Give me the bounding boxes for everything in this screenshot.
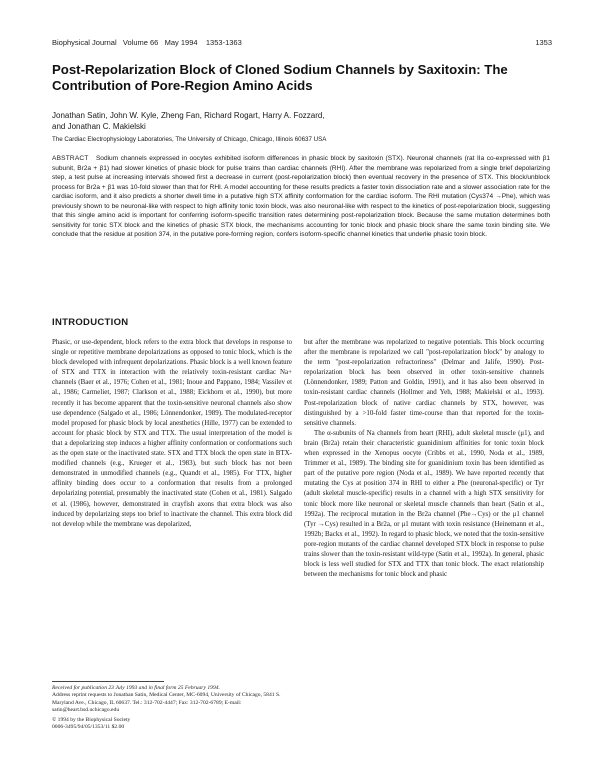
affiliation: The Cardiac Electrophysiology Laboratories, The University of Chicago, Chicago, Illinois 60637 USA bbox=[52, 136, 327, 143]
abstract-text: Sodium channels expressed in oocytes exhibited isoform differences in phasic block by saxitoxin (STX). Neuronal channels (rat IIa co-expressed with β1 subunit, Br2a + β1) had slower kinetics of phasic block for pulse trains than cardiac channels (RHI). After the membrane was repolarized from a single brief depolarizing step, a test pulse at increasing intervals showed first a decrease in current (post-repolarization block) then eventual recovery in the presence of STX. This block/unblock process for Br2a + β1 was 10-fold slower than that for RHI. A model accounting for these results predicts a faster toxin dissociation rate and a slower association rate for the cardiac isoform, and it also predicts a shorter dwell time in a putative high STX affinity conformation for the cardiac isoform. The RHI mutation (Cys374 →Phe), which was previously shown to be neuronal-like with respect to high affinity tonic toxin block, was also neuronal-like with respect to the kinetics of post-repolarization block, suggesting that this single amino acid is important for conferring isoform-specific transition rates determining post-repolarization block. Because the same mutation determines both sensitivity for tonic STX block and the kinetics of phasic STX block, the mechanisms accounting for tonic block and phasic block share the same toxin binding site. We conclude that the residue at position 374, in the putative pore-forming region, confers isoform-specific channel kinetics that underlie phasic toxin block. bbox=[52, 155, 550, 239]
article-title: Post-Repolarization Block of Cloned Sodium Channels by Saxitoxin: The Contribution of Pore-Region Amino Acids bbox=[52, 62, 508, 93]
author-line-1: Jonathan Satin, John W. Kyle, Zheng Fan, Richard Rogart, Harry A. Fozzard, bbox=[52, 111, 325, 120]
paragraph: Phasic, or use-dependent, block refers to the extra block that develops in response to single or repetitive membrane depolarizations as opposed to tonic block, which is the block developed with infrequent depolarizations. Phasic block is a well known feature of STX and TTX in interaction with the relatively toxin-resistant cardiac Na+ channels (Baer et al., 1976; Cohen et al., 1981; Inoue and Pappano, 1984; Vassilev et al., 1986; Carmeliet, 1987; Clarkson et al., 1988; Eickhorn et al., 1990), but more recently it has become apparent that the toxin-sensitive neuronal channels also show use dependence (Salgado et al., 1986; Lönnendonker, 1989). The modulated-receptor model proposed for phasic block by local anesthetics (Hille, 1977) can be extended to account for phasic block by STX and TTX. The usual interpretation of the model is that a depolarizing step induces a higher affinity conformation or conformations such as the open state or the inactivated state. STX and TTX block the open state in BTX-modified channels (e.g., Krueger et al., 1983), but such block has not been demonstrated in unmodified channels (e.g., Quandt et al., 1985). For TTX, higher affinity binding does occur to a conformation that results from a prolonged depolarizing potential, presumably the inactivated state (Cohen et al., 1981). Salgado et al. (1986), however, demonstrated in crayfish axons that extra block was also induced by depolarizing steps too brief to inactivate the channel. This extra block did not develop while the membrane was depolarized, bbox=[52, 338, 292, 528]
author-line-2: and Jonathan C. Makielski bbox=[52, 121, 146, 131]
section-heading-introduction: INTRODUCTION bbox=[52, 317, 129, 328]
footnote-copyright: © 1994 by the Biophysical Society bbox=[52, 717, 131, 724]
body-column-left bbox=[52, 337, 292, 529]
abstract bbox=[52, 154, 550, 240]
page-number: 1353 bbox=[535, 38, 552, 47]
journal-volume: Volume 66 bbox=[122, 38, 159, 47]
paragraph: but after the membrane was repolarized to negative potentials. This block occurring after the membrane is repolarized we call "post-repolarization block" by analogy to the term "post-repolarization refractoriness" (Delmar and Jalife, 1990). Post-repolarization block has been observed in other toxin-sensitive channels (Lönnendonker, 1989; Patton and Goldin, 1991), and it has also been observed in toxin-resistant cardiac channels (Hollmer and Yeh, 1988; Makielski et al., 1993). Post-repolarization block of native cardiac channels by STX, however, was distinguished by a >10-fold faster time-course than that reported for the toxin-sensitive channels. bbox=[304, 338, 544, 427]
journal-name: Biophysical Journal bbox=[52, 38, 117, 47]
body-column-right bbox=[304, 337, 544, 579]
footnote-divider bbox=[52, 681, 164, 682]
footnote-received: Received for publication 23 July 1993 and in final form 25 February 1994. bbox=[52, 685, 220, 691]
page-range: 1353-1363 bbox=[205, 38, 242, 47]
footnotes bbox=[52, 685, 292, 732]
journal-date: May 1994 bbox=[164, 38, 198, 47]
running-header bbox=[52, 38, 552, 47]
author-list bbox=[52, 111, 532, 132]
abstract-label: ABSTRACT bbox=[52, 155, 89, 162]
paragraph: The α-subunits of Na channels from heart (RHI), adult skeletal muscle (μ1), and brain (Br2a) retain their characteristic guanidinium affinities for tonic toxin block when expressed in the Xenopus oocyte (Cribbs et al., 1990, Noda et al., 1989, Trimmer et al., 1989). The binding site for guanidinium toxin has been identified as part of the putative pore region (Noda et al., 1989). We have reported recently that mutating the Cys at position 374 in RHI to either a Phe (neuronal-specific) or Tyr (adult skeletal muscle-specific) results in a channel with a high STX sensitivity for tonic block more like neuronal or skeletal muscle channels than heart (Satin et al., 1992a). The reciprocal mutation in the Br2a channel (Phe→Cys) or the μ1 channel (Tyr →Cys) resulted in a Br2a, or μ1 mutant with toxin resistance (Heinemann et al., 1992b; Backx et al., 1992). In regard to phasic block, we noted that the toxin-sensitive pore-region mutants of the cardiac channel developed STX block in response to pulse trains slower than the toxin-resistant wild-type (Satin et al., 1992a). In general, phasic block is less well studied for STX and TTX than tonic block. The exact relationship between the mechanisms for tonic block and phasic bbox=[304, 428, 544, 579]
footnote-address: Address reprint requests to Jonathan Satin, Medical Center, MC-6094, University of Chicago, 5841 S. Maryland Ave., Chicago, IL 60637. Tel.: 312-702-4447; Fax: 312-702-6789; E-mail: satin@heart.bsd.uchicago.edu bbox=[52, 692, 281, 713]
footnote-code: 0006-3495/94/05/1353/11 $2.00 bbox=[52, 724, 125, 731]
